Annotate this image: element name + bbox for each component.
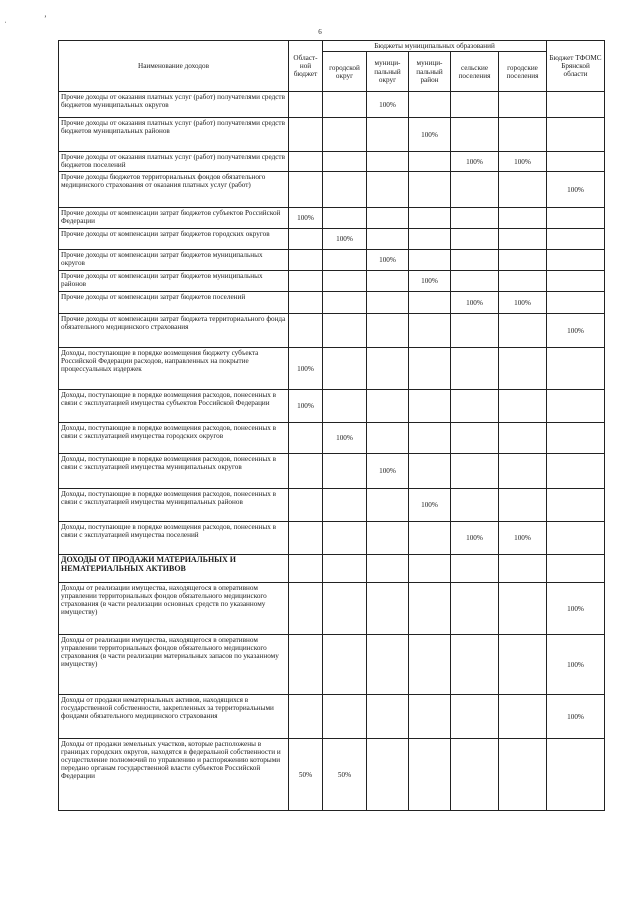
- share-cell-okrug: [367, 314, 409, 348]
- share-cell-city: [323, 118, 367, 152]
- share-cell-tfoms: 100%: [547, 695, 605, 739]
- income-name-cell: Доходы от реализации имущества, находящегося в оперативном управлении территориальных фондов обязательного медицинского страхования (в части реализации материальных запасов по указанному имуществу): [59, 635, 289, 695]
- income-name-cell: Прочие доходы от компенсации затрат бюджетов муниципальных округов: [59, 250, 289, 271]
- share-cell-city: [323, 152, 367, 172]
- share-cell-urban: [499, 739, 547, 811]
- share-cell-urban: [499, 454, 547, 489]
- share-cell-regional: 50%: [289, 739, 323, 811]
- share-cell-tfoms: [547, 739, 605, 811]
- table-row: [59, 739, 605, 811]
- share-cell-rural: [451, 423, 499, 454]
- share-cell-rayon: [409, 423, 451, 454]
- share-cell-regional: [289, 635, 323, 695]
- share-cell-regional: 100%: [289, 348, 323, 390]
- share-cell-tfoms: [547, 292, 605, 314]
- share-cell-regional: [289, 583, 323, 635]
- table-row: [59, 635, 605, 695]
- share-cell-city: [323, 172, 367, 208]
- share-cell-urban: [499, 314, 547, 348]
- share-cell-okrug: [367, 271, 409, 292]
- income-name-cell: Прочие доходы от оказания платных услуг (работ) получателями средств бюджетов поселений: [59, 152, 289, 172]
- share-cell-regional: 100%: [289, 208, 323, 229]
- share-cell-rayon: [409, 292, 451, 314]
- share-cell-city: [323, 314, 367, 348]
- header-tfoms-budget: Бюджет ТФОМС Брянской области: [547, 41, 605, 92]
- share-cell-rayon: [409, 172, 451, 208]
- income-name-cell: Доходы, поступающие в порядке возмещения расходов, понесенных в связи с эксплуатацией имущества субъектов Российской Федерации: [59, 390, 289, 423]
- share-cell-city: [323, 695, 367, 739]
- share-cell-okrug: [367, 739, 409, 811]
- share-cell-rural: [451, 635, 499, 695]
- share-cell-urban: [499, 92, 547, 118]
- header-regional-budget: Област-ной бюджет: [289, 41, 323, 92]
- share-cell-okrug: [367, 390, 409, 423]
- income-name-cell: Доходы от реализации имущества, находящегося в оперативном управлении территориальных фондов обязательного медицинского страхования (в части реализации основных средств по указанному имуществу): [59, 583, 289, 635]
- header-rural-settlements: сельские поселения: [451, 52, 499, 92]
- share-cell-regional: [289, 250, 323, 271]
- share-cell-okrug: [367, 695, 409, 739]
- share-cell-rural: [451, 390, 499, 423]
- table-row: [59, 229, 605, 250]
- share-cell-rayon: [409, 555, 451, 583]
- share-cell-okrug: [367, 583, 409, 635]
- income-name-cell: Прочие доходы от компенсации затрат бюджетов городских округов: [59, 229, 289, 250]
- share-cell-rural: 100%: [451, 152, 499, 172]
- income-name-cell: Доходы от продажи земельных участков, которые расположены в границах городских округов, находятся в федеральной собственности и осуществление полномочий по управлению и распоряжению которыми передано органам государственной власти субъектов Российской Федерации: [59, 739, 289, 811]
- share-cell-tfoms: [547, 250, 605, 271]
- table-row: [59, 314, 605, 348]
- share-cell-rural: [451, 489, 499, 522]
- share-cell-regional: [289, 292, 323, 314]
- share-cell-rural: [451, 739, 499, 811]
- share-cell-rayon: [409, 92, 451, 118]
- share-cell-okrug: [367, 423, 409, 454]
- share-cell-okrug: [367, 522, 409, 555]
- share-cell-rayon: [409, 390, 451, 423]
- share-cell-city: [323, 92, 367, 118]
- income-name-cell: Прочие доходы от компенсации затрат бюджетов поселений: [59, 292, 289, 314]
- share-cell-okrug: 100%: [367, 454, 409, 489]
- share-cell-urban: 100%: [499, 292, 547, 314]
- income-name-cell: Прочие доходы от компенсации затрат бюджетов муниципальных районов: [59, 271, 289, 292]
- share-cell-city: 100%: [323, 229, 367, 250]
- share-cell-rayon: [409, 583, 451, 635]
- table-row: [59, 695, 605, 739]
- income-name-cell: Доходы, поступающие в порядке возмещения расходов, понесенных в связи с эксплуатацией имущества поселений: [59, 522, 289, 555]
- table-row: [59, 92, 605, 118]
- header-income-name: Наименование доходов: [59, 41, 289, 92]
- income-name-cell: Прочие доходы от компенсации затрат бюджетов субъектов Российской Федерации: [59, 208, 289, 229]
- share-cell-tfoms: [547, 423, 605, 454]
- table-row: [59, 118, 605, 152]
- share-cell-regional: [289, 555, 323, 583]
- share-cell-rayon: [409, 635, 451, 695]
- share-cell-okrug: 100%: [367, 250, 409, 271]
- share-cell-city: [323, 208, 367, 229]
- share-cell-urban: [499, 348, 547, 390]
- share-cell-urban: [499, 208, 547, 229]
- share-cell-rural: [451, 229, 499, 250]
- share-cell-okrug: 100%: [367, 92, 409, 118]
- revenue-distribution-table: [58, 40, 605, 811]
- share-cell-rayon: 100%: [409, 271, 451, 292]
- table-row: [59, 250, 605, 271]
- share-cell-city: [323, 271, 367, 292]
- share-cell-regional: [289, 454, 323, 489]
- table-row: [59, 172, 605, 208]
- share-cell-city: [323, 489, 367, 522]
- share-cell-city: [323, 583, 367, 635]
- share-cell-rural: 100%: [451, 292, 499, 314]
- share-cell-tfoms: [547, 390, 605, 423]
- share-cell-city: 100%: [323, 423, 367, 454]
- share-cell-regional: [289, 695, 323, 739]
- share-cell-regional: [289, 229, 323, 250]
- share-cell-rural: 100%: [451, 522, 499, 555]
- share-cell-urban: [499, 229, 547, 250]
- share-cell-city: 50%: [323, 739, 367, 811]
- share-cell-regional: [289, 489, 323, 522]
- share-cell-okrug: [367, 635, 409, 695]
- header-city-district: городской округ: [323, 52, 367, 92]
- share-cell-okrug: [367, 208, 409, 229]
- share-cell-tfoms: 100%: [547, 172, 605, 208]
- share-cell-okrug: [367, 118, 409, 152]
- share-cell-rural: [451, 172, 499, 208]
- share-cell-urban: 100%: [499, 152, 547, 172]
- header-urban-settlements: городские поселения: [499, 52, 547, 92]
- table-row: [59, 489, 605, 522]
- share-cell-tfoms: [547, 118, 605, 152]
- share-cell-tfoms: [547, 229, 605, 250]
- share-cell-tfoms: [547, 208, 605, 229]
- income-name-cell: Доходы, поступающие в порядке возмещения расходов, понесенных в связи с эксплуатацией имущества муниципальных районов: [59, 489, 289, 522]
- share-cell-rural: [451, 250, 499, 271]
- share-cell-urban: [499, 172, 547, 208]
- share-cell-urban: [499, 390, 547, 423]
- income-name-cell: Доходы, поступающие в порядке возмещения бюджету субъекта Российской Федерации расходов, направленных на покрытие процессуальных издержек: [59, 348, 289, 390]
- share-cell-rayon: [409, 250, 451, 271]
- share-cell-regional: [289, 172, 323, 208]
- share-cell-tfoms: 100%: [547, 583, 605, 635]
- share-cell-rural: [451, 118, 499, 152]
- share-cell-tfoms: [547, 454, 605, 489]
- share-cell-city: [323, 348, 367, 390]
- income-name-cell: Доходы, поступающие в порядке возмещения расходов, понесенных в связи с эксплуатацией имущества городских округов: [59, 423, 289, 454]
- share-cell-rayon: [409, 208, 451, 229]
- section-row: [59, 555, 605, 583]
- share-cell-tfoms: [547, 271, 605, 292]
- share-cell-okrug: [367, 229, 409, 250]
- income-name-cell: Прочие доходы от оказания платных услуг (работ) получателями средств бюджетов муниципальных районов: [59, 118, 289, 152]
- share-cell-rayon: [409, 229, 451, 250]
- share-cell-tfoms: 100%: [547, 635, 605, 695]
- scan-speck: ʼ: [44, 14, 47, 23]
- income-name-cell: Доходы, поступающие в порядке возмещения расходов, понесенных в связи с эксплуатацией имущества муниципальных округов: [59, 454, 289, 489]
- share-cell-city: [323, 522, 367, 555]
- share-cell-regional: [289, 423, 323, 454]
- header-municipal-rayon: муници-пальный район: [409, 52, 451, 92]
- page-number: 6: [318, 28, 322, 36]
- share-cell-urban: [499, 423, 547, 454]
- header-municipal-budgets: Бюджеты муниципальных образований: [323, 41, 547, 52]
- share-cell-tfoms: [547, 522, 605, 555]
- share-cell-rayon: [409, 522, 451, 555]
- share-cell-regional: 100%: [289, 390, 323, 423]
- share-cell-rural: [451, 271, 499, 292]
- share-cell-rural: [451, 208, 499, 229]
- share-cell-regional: [289, 314, 323, 348]
- share-cell-okrug: [367, 555, 409, 583]
- table-row: [59, 348, 605, 390]
- share-cell-city: [323, 250, 367, 271]
- share-cell-regional: [289, 92, 323, 118]
- table-row: [59, 208, 605, 229]
- share-cell-rural: [451, 314, 499, 348]
- header-municipal-okrug: муници-пальный округ: [367, 52, 409, 92]
- share-cell-tfoms: [547, 489, 605, 522]
- share-cell-urban: [499, 271, 547, 292]
- share-cell-urban: [499, 118, 547, 152]
- share-cell-rayon: [409, 348, 451, 390]
- share-cell-rural: [451, 454, 499, 489]
- share-cell-okrug: [367, 172, 409, 208]
- share-cell-tfoms: [547, 152, 605, 172]
- share-cell-city: [323, 292, 367, 314]
- share-cell-rayon: [409, 739, 451, 811]
- share-cell-rural: [451, 92, 499, 118]
- income-name-cell: Доходы от продажи нематериальных активов, находящихся в государственной собственности, закрепленных за территориальными фондами обязательного медицинского страхования: [59, 695, 289, 739]
- income-name-cell: ДОХОДЫ ОТ ПРОДАЖИ МАТЕРИАЛЬНЫХ И НЕМАТЕРИАЛЬНЫХ АКТИВОВ: [59, 555, 289, 583]
- income-name-cell: Прочие доходы от оказания платных услуг (работ) получателями средств бюджетов муниципальных округов: [59, 92, 289, 118]
- share-cell-tfoms: [547, 555, 605, 583]
- table-row: [59, 423, 605, 454]
- share-cell-urban: [499, 635, 547, 695]
- income-name-cell: Прочие доходы бюджетов территориальных фондов обязательного медицинского страхования от оказания платных услуг (работ): [59, 172, 289, 208]
- share-cell-rayon: 100%: [409, 118, 451, 152]
- share-cell-rural: [451, 695, 499, 739]
- share-cell-urban: [499, 489, 547, 522]
- share-cell-regional: [289, 152, 323, 172]
- table-row: [59, 292, 605, 314]
- income-name-cell: Прочие доходы от компенсации затрат бюджета территориального фонда обязательного медицинского страхования: [59, 314, 289, 348]
- share-cell-regional: [289, 271, 323, 292]
- share-cell-rayon: [409, 695, 451, 739]
- share-cell-urban: [499, 695, 547, 739]
- share-cell-urban: 100%: [499, 522, 547, 555]
- scan-speck: ˌ: [4, 14, 7, 23]
- share-cell-regional: [289, 118, 323, 152]
- share-cell-city: [323, 454, 367, 489]
- share-cell-okrug: [367, 292, 409, 314]
- table-row: [59, 390, 605, 423]
- share-cell-okrug: [367, 348, 409, 390]
- share-cell-tfoms: [547, 92, 605, 118]
- share-cell-rural: [451, 555, 499, 583]
- share-cell-rural: [451, 583, 499, 635]
- share-cell-okrug: [367, 489, 409, 522]
- table-row: [59, 271, 605, 292]
- share-cell-city: [323, 390, 367, 423]
- share-cell-urban: [499, 583, 547, 635]
- share-cell-rural: [451, 348, 499, 390]
- share-cell-okrug: [367, 152, 409, 172]
- share-cell-rayon: [409, 314, 451, 348]
- share-cell-city: [323, 635, 367, 695]
- table-row: [59, 454, 605, 489]
- table-row: [59, 152, 605, 172]
- table-row: [59, 522, 605, 555]
- table-row: [59, 583, 605, 635]
- share-cell-rayon: 100%: [409, 489, 451, 522]
- share-cell-urban: [499, 555, 547, 583]
- share-cell-rayon: [409, 152, 451, 172]
- share-cell-tfoms: 100%: [547, 314, 605, 348]
- share-cell-tfoms: [547, 348, 605, 390]
- share-cell-city: [323, 555, 367, 583]
- share-cell-regional: [289, 522, 323, 555]
- share-cell-rayon: [409, 454, 451, 489]
- share-cell-urban: [499, 250, 547, 271]
